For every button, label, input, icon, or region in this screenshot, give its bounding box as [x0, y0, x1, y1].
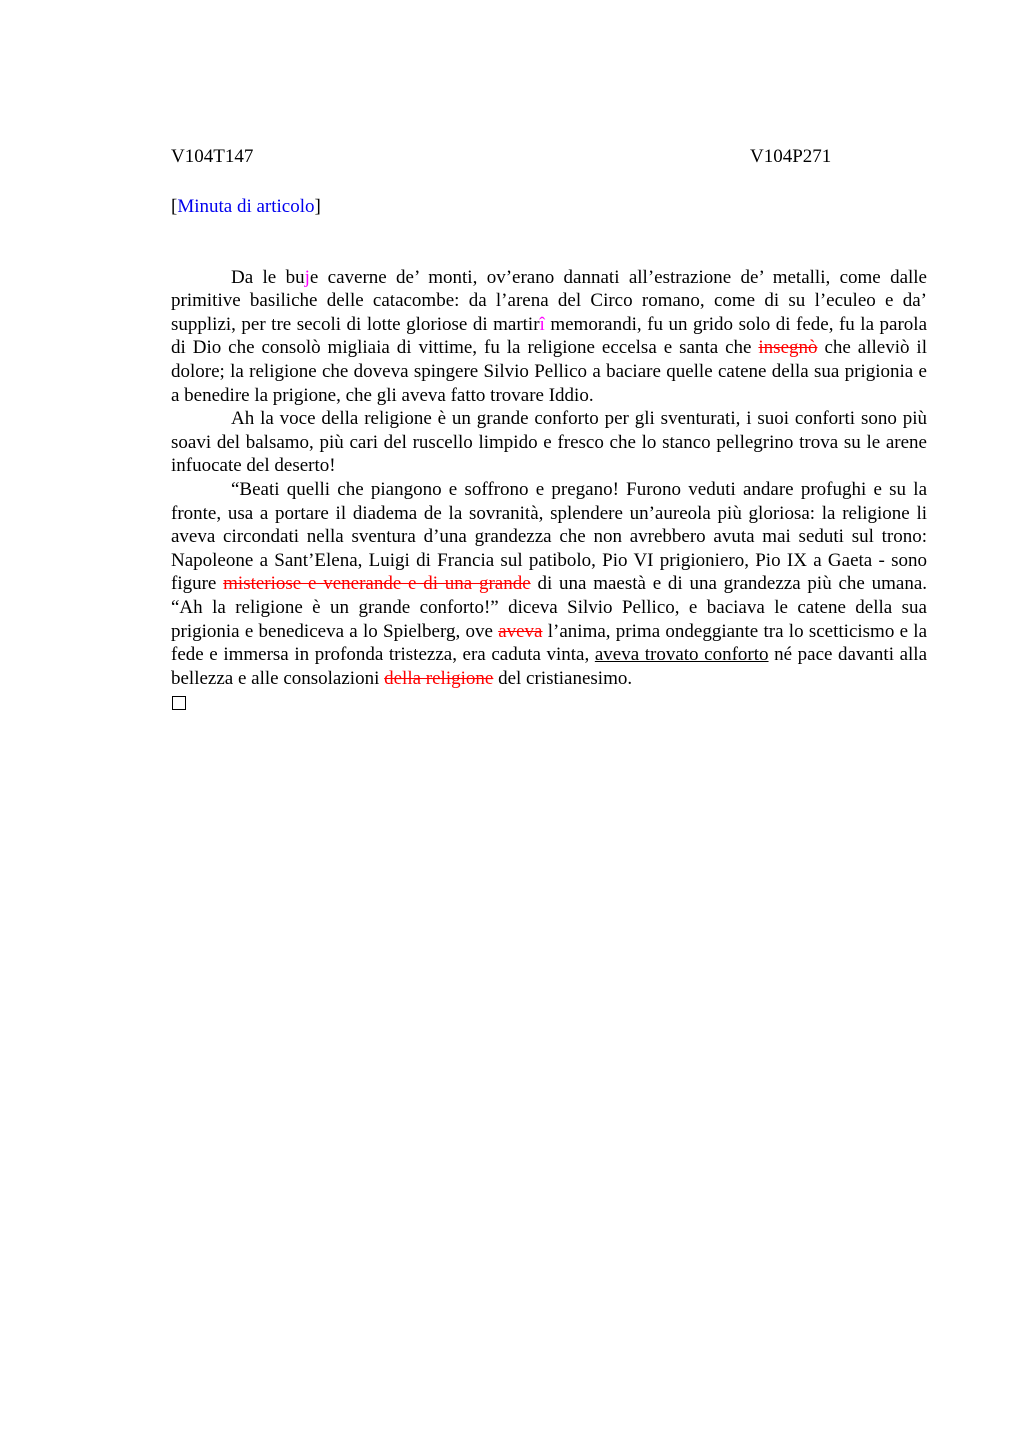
body-paragraph — [171, 266, 927, 408]
document-page — [171, 145, 927, 710]
article-body — [171, 266, 927, 691]
deleted-text: misteriose e venerande e di una grande — [223, 573, 531, 595]
text-run: Ah la voce della religione è un grande conforto per gli sventurati, i suoi conforti sono più soavi del balsamo, più cari del ruscello limpido e fresco che lo stanco pellegrino trova su le arene infuocate del deserto! — [171, 408, 927, 477]
underlined-text: aveva trovato conforto — [594, 644, 769, 666]
text-run: memorandi, fu un grido solo di fede, fu la parola di Dio che consolò migliaia di vittime, fu la religione eccelsa e santa che — [171, 313, 927, 359]
deleted-text: aveva — [498, 620, 543, 642]
inserted-letter: j — [304, 266, 310, 288]
text-run: che alleviò il dolore; la religione che doveva spingere Silvio Pellico a baciare quelle catene della sua prigionia e a benedire la prigione, che gli aveva fatto trovare Iddio. — [171, 337, 927, 406]
deleted-text: della religione — [384, 667, 494, 689]
square-outline-icon — [172, 696, 186, 710]
header-right-code: V104P271 — [750, 146, 832, 167]
text-run: “Beati quelli che piangono e soffrono e pregano! Furono veduti andare profughi e su la fronte, usa a portare il diadema de la sovranità, splendere un’aureola più gloriosa: la religione li aveva circondati nella sventura d’una grandezza che non avrebbero avuta mai seduti sul trono: Napoleone a Sant’Elena, Luigi di Francia sul patibolo, Pio VI prigioniero, Pio IX a Gaeta - sono figure — [171, 478, 927, 595]
deleted-text: insegnò — [758, 337, 818, 359]
text-run: Da le bu — [231, 266, 305, 288]
bracket-close: ] — [314, 196, 321, 217]
text-run: né pace davanti alla bellezza e alle consolazioni — [171, 644, 927, 689]
document-type-label — [171, 195, 927, 219]
header-left-code: V104T147 — [171, 146, 254, 167]
body-paragraph — [171, 407, 927, 478]
body-paragraph — [171, 478, 927, 690]
inserted-letter: î — [539, 313, 545, 335]
bracket-open: [ — [171, 196, 178, 217]
header-row — [171, 145, 927, 171]
text-run: di una maestà e di una grandezza più che umana. “Ah la religione è un grande conforto!” diceva Silvio Pellico, e baciava le catene della sua prigionia e benediceva a lo Spielberg, ove — [171, 573, 928, 642]
text-run: l’anima, prima ondeggiante tra lo scetticismo e la fede e immersa in profonda tristezza, era caduta vinta, — [171, 620, 927, 666]
doc-type-text: Minuta di articolo — [177, 196, 315, 217]
text-run: del cristianesimo. — [493, 667, 633, 689]
text-run: e caverne de’ monti, ov’erano dannati all’estrazione de’ metalli, come dalle primitive basiliche delle catacombe: da l’arena del Circo romano, come di su l’eculeo e da’ supplizi, per tre secoli di lotte gloriose di martir — [171, 266, 927, 335]
